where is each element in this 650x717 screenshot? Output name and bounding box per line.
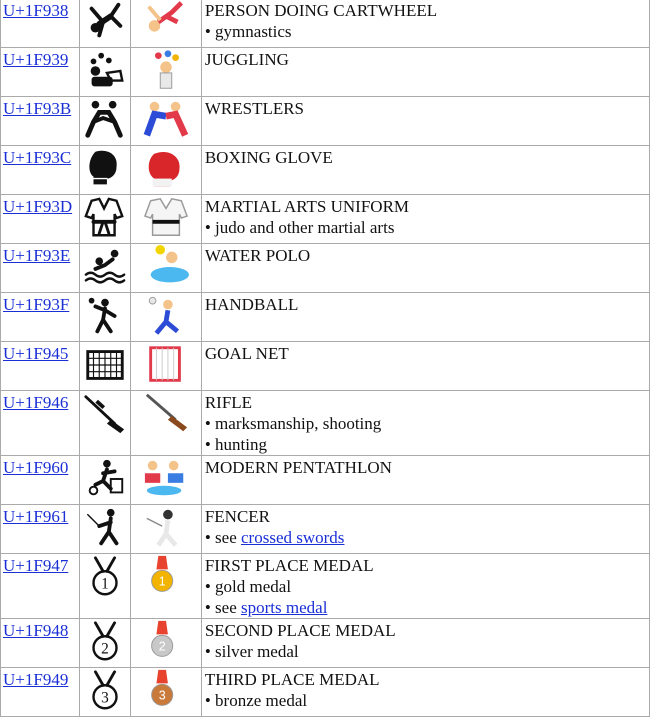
- text-glyph-cell: [79, 554, 130, 619]
- codepoint-link[interactable]: U+1F960: [3, 458, 69, 477]
- character-name: WRESTLERS: [204, 99, 305, 118]
- emoji-glyph-cell: [130, 146, 201, 195]
- text-glyph-cell: [79, 146, 130, 195]
- code-cell: [1, 0, 80, 48]
- cross-reference-link[interactable]: sports medal: [241, 598, 328, 617]
- emoji-glyph-cell: [130, 668, 201, 717]
- code-cell: [1, 554, 80, 619]
- codepoint-link[interactable]: U+1F938: [3, 1, 69, 20]
- annotation-text: • gold medal: [204, 577, 292, 596]
- person-cartwheel-icon: [82, 0, 128, 45]
- water-polo-emoji: [138, 244, 194, 290]
- emoji-glyph-cell: [130, 342, 201, 391]
- person-cartwheel-emoji: [138, 0, 194, 45]
- name-cell: [201, 146, 649, 195]
- third-place-medal-icon: [82, 668, 128, 714]
- code-cell: [1, 391, 80, 456]
- text-glyph-cell: [79, 195, 130, 244]
- text-glyph-cell: [79, 342, 130, 391]
- name-cell: [201, 342, 649, 391]
- water-polo-icon: [82, 244, 128, 290]
- table-row: [1, 342, 650, 391]
- code-cell: [1, 244, 80, 293]
- name-cell: [201, 554, 649, 619]
- emoji-glyph-cell: [130, 456, 201, 505]
- text-glyph-cell: [79, 48, 130, 97]
- codepoint-link[interactable]: U+1F946: [3, 393, 69, 412]
- table-row: [1, 554, 650, 619]
- third-place-medal-emoji: [138, 668, 194, 714]
- emoji-glyph-cell: [130, 97, 201, 146]
- name-cell: [201, 619, 649, 668]
- table-row: [1, 146, 650, 195]
- table-row: [1, 195, 650, 244]
- character-name: GOAL NET: [204, 344, 289, 363]
- character-name: FIRST PLACE MEDAL: [204, 556, 374, 575]
- annotation: [205, 597, 649, 618]
- table-row: [1, 668, 650, 717]
- code-cell: [1, 505, 80, 554]
- code-cell: [1, 293, 80, 342]
- annotation-text: • judo and other martial arts: [204, 218, 395, 237]
- text-glyph-cell: [79, 391, 130, 456]
- annotation: [205, 217, 649, 238]
- table-row: [1, 0, 650, 48]
- goal-net-icon: [82, 342, 128, 388]
- wrestlers-emoji: [138, 97, 194, 143]
- martial-arts-uniform-emoji: [138, 195, 194, 241]
- character-name: WATER POLO: [204, 246, 311, 265]
- annotation-text: • marksmanship, shooting: [204, 414, 382, 433]
- annotation-text: • silver medal: [204, 642, 299, 661]
- table-row: [1, 48, 650, 97]
- emoji-glyph-cell: [130, 505, 201, 554]
- name-cell: [201, 0, 649, 48]
- juggling-icon: [82, 48, 128, 94]
- svg-text:1: 1: [158, 574, 166, 589]
- code-cell: [1, 48, 80, 97]
- character-name: SECOND PLACE MEDAL: [204, 621, 396, 640]
- name-cell: [201, 97, 649, 146]
- code-cell: [1, 668, 80, 717]
- text-glyph-cell: [79, 456, 130, 505]
- text-glyph-cell: [79, 293, 130, 342]
- character-name: THIRD PLACE MEDAL: [204, 670, 380, 689]
- name-cell: [201, 48, 649, 97]
- codepoint-link[interactable]: U+1F948: [3, 621, 69, 640]
- character-name: RIFLE: [204, 393, 253, 412]
- table-row: [1, 391, 650, 456]
- handball-icon: [82, 293, 128, 339]
- codepoint-link[interactable]: U+1F93F: [3, 295, 70, 314]
- modern-pentathlon-icon: [82, 456, 128, 502]
- codepoint-link[interactable]: U+1F949: [3, 670, 69, 689]
- character-name: PERSON DOING CARTWHEEL: [204, 1, 438, 20]
- boxing-glove-icon: [82, 146, 128, 192]
- character-name: MODERN PENTATHLON: [204, 458, 392, 477]
- character-name: FENCER: [204, 507, 271, 526]
- emoji-glyph-cell: [130, 554, 201, 619]
- svg-text:2: 2: [101, 640, 109, 658]
- annotation-text: • bronze medal: [204, 691, 308, 710]
- svg-text:3: 3: [158, 688, 166, 703]
- annotation-text: • hunting: [204, 435, 267, 454]
- text-glyph-cell: [79, 244, 130, 293]
- codepoint-link[interactable]: U+1F93B: [3, 99, 72, 118]
- emoji-glyph-cell: [130, 293, 201, 342]
- table-row: [1, 505, 650, 554]
- character-name: MARTIAL ARTS UNIFORM: [204, 197, 410, 216]
- emoji-glyph-cell: [130, 195, 201, 244]
- table-row: [1, 244, 650, 293]
- annotation: [205, 527, 649, 548]
- svg-text:3: 3: [101, 689, 109, 707]
- annotation: [205, 434, 649, 455]
- table-row: [1, 456, 650, 505]
- codepoint-link[interactable]: U+1F93E: [3, 246, 71, 265]
- second-place-medal-icon: [82, 619, 128, 665]
- emoji-glyph-cell: [130, 0, 201, 48]
- wrestlers-icon: [82, 97, 128, 143]
- rifle-icon: [82, 391, 128, 437]
- emoji-glyph-cell: [130, 619, 201, 668]
- svg-text:1: 1: [101, 575, 109, 593]
- fencer-emoji: [138, 505, 194, 551]
- character-name: HANDBALL: [204, 295, 299, 314]
- table-row: [1, 619, 650, 668]
- codepoint-link[interactable]: U+1F945: [3, 344, 69, 363]
- code-cell: [1, 619, 80, 668]
- text-glyph-cell: [79, 97, 130, 146]
- svg-text:2: 2: [158, 639, 166, 654]
- modern-pentathlon-emoji: [138, 456, 194, 502]
- code-cell: [1, 146, 80, 195]
- table-row: [1, 97, 650, 146]
- codepoint-link[interactable]: U+1F93C: [3, 148, 72, 167]
- code-cell: [1, 195, 80, 244]
- code-cell: [1, 342, 80, 391]
- martial-arts-uniform-icon: [82, 195, 128, 241]
- text-glyph-cell: [79, 0, 130, 48]
- name-cell: [201, 391, 649, 456]
- first-place-medal-icon: [82, 554, 128, 600]
- annotation-text: • gymnastics: [204, 22, 292, 41]
- codepoint-link[interactable]: U+1F961: [3, 507, 69, 526]
- annotation: [205, 641, 649, 662]
- juggling-emoji: [138, 48, 194, 94]
- boxing-glove-emoji: [138, 146, 194, 192]
- goal-net-emoji: [138, 342, 194, 388]
- emoji-glyph-cell: [130, 391, 201, 456]
- text-glyph-cell: [79, 668, 130, 717]
- first-place-medal-emoji: [138, 554, 194, 600]
- annotation-text: • see: [204, 598, 242, 617]
- codepoint-link[interactable]: U+1F93D: [3, 197, 73, 216]
- codepoint-link[interactable]: U+1F939: [3, 50, 69, 69]
- annotation: [205, 690, 649, 711]
- name-cell: [201, 244, 649, 293]
- table-row: [1, 293, 650, 342]
- text-glyph-cell: [79, 505, 130, 554]
- annotation: [205, 576, 649, 597]
- annotation: [205, 21, 649, 42]
- annotation: [205, 413, 649, 434]
- name-cell: [201, 293, 649, 342]
- character-name: JUGGLING: [204, 50, 289, 69]
- text-glyph-cell: [79, 619, 130, 668]
- annotation-text: • see: [204, 528, 242, 547]
- name-cell: [201, 195, 649, 244]
- character-name: BOXING GLOVE: [204, 148, 333, 167]
- second-place-medal-emoji: [138, 619, 194, 665]
- emoji-glyph-cell: [130, 244, 201, 293]
- handball-emoji: [138, 293, 194, 339]
- code-cell: [1, 456, 80, 505]
- rifle-emoji: [138, 391, 194, 437]
- name-cell: [201, 505, 649, 554]
- emoji-glyph-cell: [130, 48, 201, 97]
- fencer-icon: [82, 505, 128, 551]
- code-cell: [1, 97, 80, 146]
- cross-reference-link[interactable]: crossed swords: [241, 528, 345, 547]
- name-cell: [201, 456, 649, 505]
- name-cell: [201, 668, 649, 717]
- codepoint-link[interactable]: U+1F947: [3, 556, 69, 575]
